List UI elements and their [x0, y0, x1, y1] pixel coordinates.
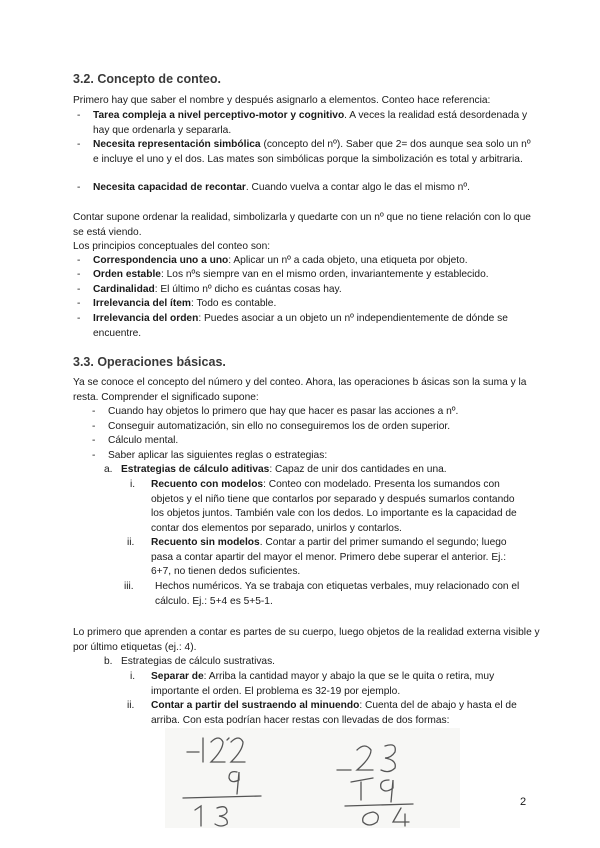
section-heading-operaciones: 3.3. Operaciones básicas.: [73, 355, 226, 369]
list-item-sustrativas: Estrategias de cálculo sustrativas.: [121, 656, 276, 667]
list-item-text: . A veces la realidad está desordenada y hay que ordenarla y separarla.: [93, 110, 528, 136]
bullet-dash: -: [77, 313, 81, 324]
list-item-bold: Contar a partir del sustraendo al minuendo: [151, 700, 360, 711]
list-item: Conseguir automatización, sin ello no conseguiremos los de orden superior.: [108, 421, 451, 432]
bullet-dash: -: [92, 450, 96, 461]
list-item-bold: Irrelevancia del ítem: [93, 298, 191, 309]
list-item: [93, 138, 533, 167]
list-marker-roman: iii.: [124, 581, 134, 592]
list-marker-b: b.: [104, 656, 113, 667]
list-item-text: : Todo es contable.: [190, 298, 277, 309]
photo-background: [165, 728, 460, 828]
list-item-text: : El último nº dicho es cuántas cosas hay.: [154, 284, 342, 295]
section-heading-concepto-conteo: 3.2. Concepto de conteo.: [73, 72, 221, 86]
bullet-dash: -: [92, 406, 96, 417]
list-item-text: : Conteo con modelado. Presenta los sumandos con objetos y el niño tiene que contarlos por separado y después sumarlos contando los objetos juntos. También vale con los dedos. Lo importante es la capacidad de contar dos elementos por separado, unirlos y contarlos.: [151, 479, 517, 534]
list-marker-roman: i.: [130, 479, 136, 490]
bullet-dash: -: [77, 182, 81, 193]
bullet-dash: -: [92, 421, 96, 432]
bullet-dash: -: [77, 284, 81, 295]
paragraph-intro-conteo: Primero hay que saber el nombre y después asignarlo a elementos. Conteo hace referencia:: [73, 95, 491, 106]
list-item-bold: Recuento sin modelos: [151, 537, 260, 548]
list-item-bold: Tarea compleja a nivel perceptivo-motor y cognitivo: [93, 110, 345, 121]
list-item-recuento-con-modelos: [151, 478, 526, 536]
list-marker-roman: i.: [130, 671, 136, 682]
list-item-bold: Estrategias de cálculo aditivas: [121, 464, 270, 475]
list-item-aditivas: [121, 463, 541, 478]
list-item: [93, 283, 533, 298]
list-item: [93, 312, 513, 341]
bullet-dash: -: [77, 139, 81, 150]
list-item: Cuando hay objetos lo primero que hay que hacer es pasar las acciones a nº.: [108, 406, 459, 417]
list-item-bold: Necesita capacidad de recontar: [93, 182, 246, 193]
list-item: [93, 254, 533, 269]
list-item-bold: Recuento con modelos: [151, 479, 264, 490]
bullet-dash: -: [77, 255, 81, 266]
paragraph-contar-supone: Contar supone ordenar la realidad, simbolizarla y quedarte con un nº que no tiene relación con lo que se está viendo.: [73, 212, 531, 238]
list-item-text: : Puedes asociar a un objeto un nº independientemente de dónde se encuentre.: [93, 313, 508, 339]
list-item-text: : Aplicar un nº a cada objeto, una etiqueta por objeto.: [228, 255, 468, 266]
bullet-dash: -: [77, 110, 81, 121]
paragraph-lo-primero: Lo primero que aprenden a contar es partes de su cuerpo, luego objetos de la realidad externa visible y por último etiquetas (ej.: 4).: [73, 627, 540, 653]
list-item-text: . Cuando vuelva a contar algo le das el mismo nº.: [245, 182, 470, 193]
list-marker-roman: ii.: [127, 537, 135, 548]
list-item: Saber aplicar las siguientes reglas o estrategias:: [108, 450, 328, 461]
list-item-bold: Necesita representación simbólica: [93, 139, 261, 150]
list-item-hechos-numericos: [155, 580, 525, 609]
paragraph-intro-operaciones: Ya se conoce el concepto del número y del conteo. Ahora, las operaciones b ásicas son la suma y la resta. Comprender el significado supone:: [73, 377, 527, 403]
list-item-recuento-sin-modelos: [151, 536, 526, 580]
list-item-text: Hechos numéricos. Ya se trabaja con etiquetas verbales, muy relacionado con el cálculo. Ej.: 5+4 es 5+5-1.: [155, 581, 520, 607]
list-item-text: (concepto del nº). Saber que 2= dos aunque sea solo un nº e incluye el uno y el dos. Las mates son simbólicas porque la simbolización es total y arbitraria.: [93, 139, 531, 165]
list-item-contar-sustraendo: [151, 699, 526, 728]
list-item-bold: Cardinalidad: [93, 284, 155, 295]
list-item: [93, 268, 538, 283]
list-item: [93, 297, 533, 312]
list-item-bold: Correspondencia uno a uno: [93, 255, 229, 266]
list-item-bold: Orden estable: [93, 269, 161, 280]
list-marker-a: a.: [104, 464, 113, 475]
handwritten-subtraction-image: [165, 728, 460, 828]
list-item-text: . Contar a partir del primer sumando el segundo; luego pasa a contar apartir del mayor el menor. Primero debe superar el anterior. Ej.: 6+7, no tienen dedos suficientes.: [151, 537, 507, 578]
page-number: 2: [520, 796, 527, 808]
bullet-dash: -: [77, 298, 81, 309]
list-item-text: : Cuenta del de abajo y hasta el de arriba. Con esta podrían hacer restas con llevadas de dos formas:: [151, 700, 517, 726]
list-item-bold: Separar de: [151, 671, 204, 682]
list-item-separar-de: [151, 670, 526, 699]
list-item: [93, 109, 533, 138]
list-item: Cálculo mental.: [108, 435, 179, 446]
bullet-dash: -: [92, 435, 96, 446]
list-item-text: : Capaz de unir dos cantidades en una.: [269, 464, 447, 475]
list-item-text: : Los nºs siempre van en el mismo orden, invariantemente y establecido.: [160, 269, 489, 280]
list-item: [93, 181, 533, 196]
paragraph-principios: Los principios conceptuales del conteo son:: [73, 241, 271, 252]
list-item-bold: Irrelevancia del orden: [93, 313, 199, 324]
list-marker-roman: ii.: [127, 700, 135, 711]
list-item-text: : Arriba la cantidad mayor y abajo la que se le quita o retira, muy importante el orden. El problema es 32-19 por ejemplo.: [151, 671, 495, 697]
bullet-dash: -: [77, 269, 81, 280]
